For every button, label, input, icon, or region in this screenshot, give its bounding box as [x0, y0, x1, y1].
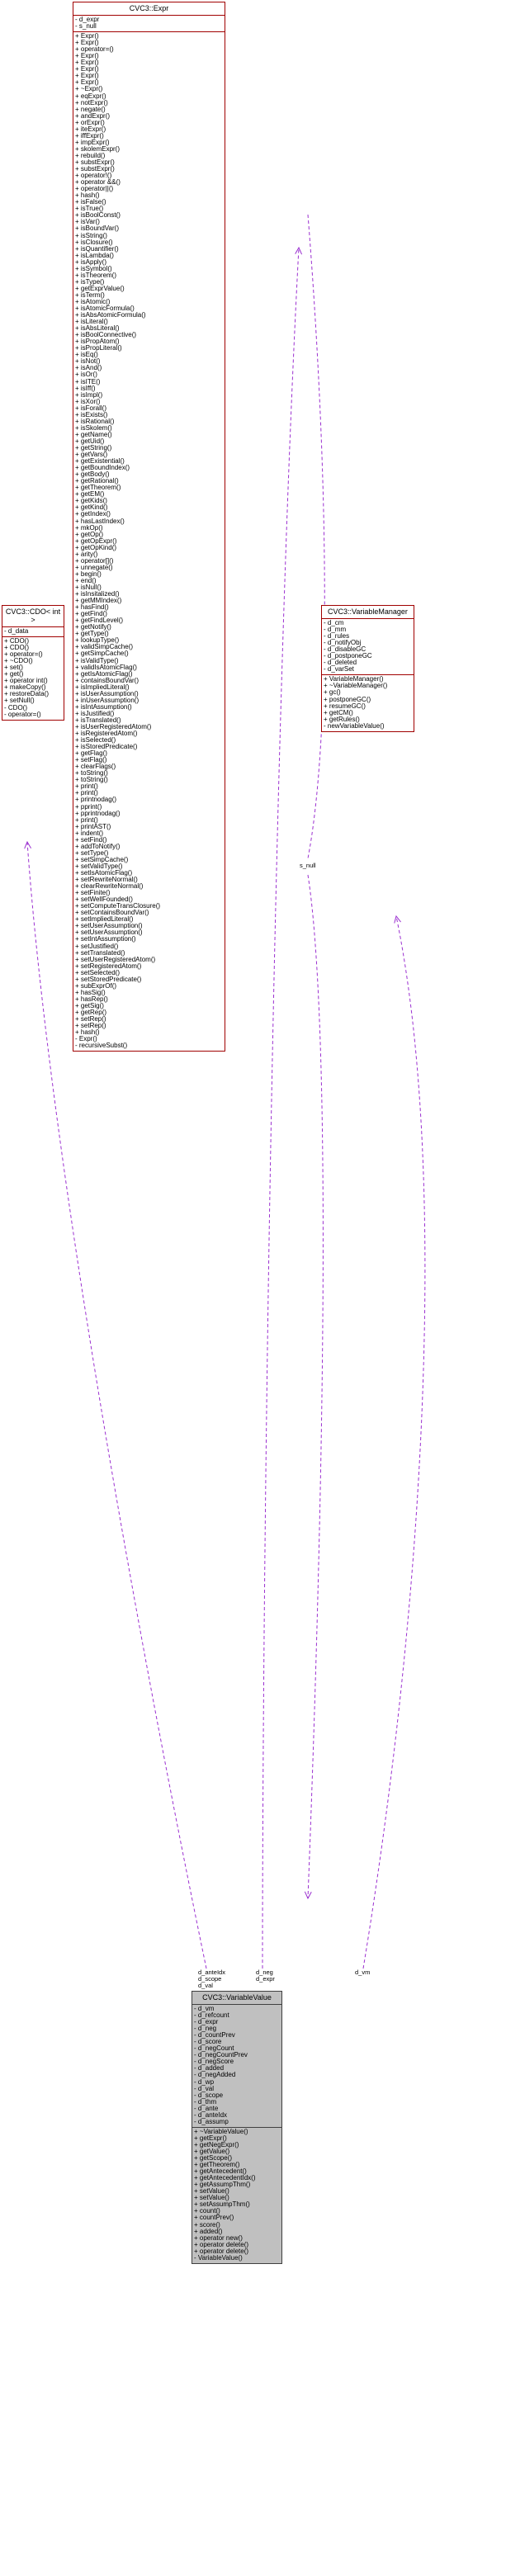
class-operation-row: + isForall(): [75, 404, 107, 412]
class-operation-row: + isLambda(): [75, 252, 114, 259]
class-operation-row: + impExpr(): [75, 139, 110, 146]
class-operation-row: + setStoredPredicate(): [75, 976, 142, 983]
class-operation-row: + getBoundIndex(): [75, 465, 130, 472]
class-operation-row: + isSkolem(): [75, 424, 112, 432]
class-attribute-row: - d_val: [194, 2085, 215, 2092]
edge-label-s-null: s_null: [300, 862, 316, 869]
class-operation-row: + setWellFounded(): [75, 896, 133, 904]
class-operation-row: + getVars(): [75, 451, 108, 459]
class-operation-row: + setJustified(): [75, 943, 119, 950]
class-attribute-row: - d_expr: [194, 2019, 219, 2026]
class-operation-row: + isImpliedLiteral(): [75, 683, 130, 691]
class-operation-row: + arity(): [75, 551, 98, 558]
class-operation-row: + hasSig(): [75, 989, 106, 996]
class-operation-row: - recursiveSubst(): [75, 1042, 128, 1050]
class-operation-row: + VariableManager(): [324, 676, 384, 683]
class-operation-row: + isVar(): [75, 219, 100, 226]
class-operation-row: + isSelected(): [75, 737, 116, 744]
class-attribute-row: - d_notifyObj: [324, 640, 362, 647]
class-operation-row: + isIntAssumption(): [75, 703, 132, 711]
class-operation-row: + Expr(): [75, 66, 99, 73]
class-operation-row: + ~VariableManager(): [324, 683, 388, 690]
class-operation-row: + operator!(): [75, 173, 112, 180]
class-operation-row: + Expr(): [75, 53, 99, 60]
class-operation-row: + getAssumpThm(): [194, 2181, 251, 2189]
class-operation-row: + getBody(): [75, 471, 110, 479]
class-operation-row: + operator[](): [75, 557, 114, 565]
class-operation-row: + printAST(): [75, 823, 111, 830]
class-operation-row: + isApply(): [75, 258, 107, 266]
class-attribute-row: - d_postponeGC: [324, 653, 372, 660]
class-operation-row: + print(): [75, 783, 98, 791]
class-operation-row: + setFinite(): [75, 890, 111, 897]
class-attribute-row: - d_varSet: [324, 666, 354, 674]
class-operation-row: + getFind(): [75, 611, 107, 618]
class-operation-row: + isImpl(): [75, 391, 103, 399]
class-operation-row: + indent(): [75, 830, 104, 837]
class-operation-row: + validSimpCache(): [75, 644, 134, 651]
class-operation-row: + isBoolConnective(): [75, 332, 137, 339]
class-operation-row: + get(): [4, 671, 24, 678]
class-operation-row: + isTrue(): [75, 206, 104, 213]
class-operation-row: + setValue(): [194, 2188, 229, 2196]
class-operation-row: + getNegExpr(): [194, 2141, 239, 2148]
class-operation-row: + postponeGC(): [324, 696, 371, 703]
class-attribute-row: - d_score: [194, 2039, 222, 2046]
class-attribute-row: - d_disableGC: [324, 646, 366, 654]
class-operation-row: + begin(): [75, 570, 102, 578]
class-operation-row: + getSimpCache(): [75, 650, 129, 658]
class-operation-row: + setAssumpThm(): [194, 2201, 250, 2209]
class-attribute-row: - d_refcount: [194, 2012, 229, 2020]
class-operation-row: + isNot(): [75, 358, 101, 366]
edge-label-d-anteidx: d_anteIdx: [198, 1969, 225, 1976]
class-operation-row: + getIsAtomicFlag(): [75, 670, 133, 678]
class-box-variablemanager[interactable]: [321, 605, 414, 732]
class-operation-row: + setFind(): [75, 836, 107, 844]
class-operation-row: + end(): [75, 577, 97, 584]
class-operation-row: + isType(): [75, 278, 105, 286]
class-operations-cdo-int: [2, 636, 64, 720]
class-attribute-row: - d_rules: [324, 633, 350, 640]
class-operation-row: - Expr(): [75, 1036, 97, 1043]
class-operation-row: + hash(): [75, 1029, 100, 1037]
class-box-expr[interactable]: [73, 2, 225, 1052]
class-operation-row: + setUserAssumption(): [75, 923, 143, 930]
class-operation-row: + isStoredPredicate(): [75, 744, 138, 751]
class-operation-row: + count(): [194, 2208, 220, 2215]
class-operation-row: + getRules(): [324, 716, 360, 723]
class-operation-row: + mkOp(): [75, 524, 103, 532]
class-box-variablevalue[interactable]: [192, 1991, 282, 2264]
class-operation-row: + setSelected(): [75, 969, 121, 976]
class-operation-row: + isTranslated(): [75, 716, 121, 724]
class-operation-row: + getFindLevel(): [75, 617, 124, 625]
class-operation-row: + Expr(): [75, 79, 99, 87]
class-operation-row: + operator||(): [75, 186, 114, 193]
class-operation-row: + setValidType(): [75, 863, 123, 870]
class-operation-row: + lookupType(): [75, 637, 120, 645]
edge-label-d-scope: d_scope: [198, 1975, 222, 1983]
class-operation-row: + isXor(): [75, 398, 101, 405]
class-operation-row: + isUserAssumption(): [75, 690, 139, 697]
class-operation-row: + getType(): [75, 631, 109, 638]
class-operation-row: + containsBoundVar(): [75, 677, 140, 684]
class-operation-row: + getFlag(): [75, 750, 107, 758]
class-operation-row: + toString(): [75, 770, 108, 778]
class-operation-row: + print(): [75, 790, 98, 797]
class-operation-row: + Expr(): [75, 73, 99, 80]
class-operation-row: + Expr(): [75, 33, 99, 40]
class-title-variablemanager: CVC3::VariableManager: [328, 607, 408, 616]
class-operation-row: + operator=(): [4, 651, 43, 659]
class-operation-row: + isNull(): [75, 584, 102, 591]
class-operation-row: + pprintnodag(): [75, 810, 121, 817]
class-operation-row: + inUserAssumption(): [75, 697, 140, 704]
class-operation-row: + countPrev(): [194, 2214, 234, 2222]
class-attribute-row: - d_mm: [324, 626, 347, 634]
class-operation-row: + hash(): [75, 192, 100, 200]
class-operation-row: + clearFlags(): [75, 763, 116, 771]
class-operation-row: + setRep(): [75, 1023, 106, 1030]
class-operation-row: + isValidType(): [75, 657, 119, 664]
class-operation-row: + setType(): [75, 849, 109, 857]
class-operation-row: + getScope(): [194, 2155, 233, 2162]
class-attribute-row: - d_negCountPrev: [194, 2052, 248, 2059]
class-operation-row: + unnegate(): [75, 564, 113, 571]
class-operation-row: + setImpliedLiteral(): [75, 916, 134, 924]
class-operation-row: + Expr(): [75, 40, 99, 47]
class-operation-row: + setUserRegisteredAtom(): [75, 956, 156, 963]
class-operation-row: + iffExpr(): [75, 132, 104, 139]
class-operation-row: + operator=(): [75, 46, 114, 54]
class-attribute-row: - s_null: [75, 23, 97, 31]
class-operation-row: + operator int(): [4, 678, 48, 685]
class-operations-variablemanager: [322, 674, 414, 730]
class-attribute-row: - d_anteIdx: [194, 2111, 228, 2119]
class-operation-row: + isAbsAtomicFormula(): [75, 312, 146, 319]
class-operation-row: + hasLastIndex(): [75, 518, 125, 525]
class-operation-row: + getSig(): [75, 1002, 104, 1009]
class-operation-row: + restoreData(): [4, 691, 50, 698]
class-operation-row: + hasFind(): [75, 604, 109, 612]
class-attribute-row: - d_thm: [194, 2098, 217, 2106]
class-operation-row: + getValue(): [194, 2148, 230, 2155]
class-operation-row: + getEM(): [75, 491, 105, 499]
class-title-expr: CVC3::Expr: [129, 4, 169, 12]
class-operation-row: + getRep(): [75, 1009, 107, 1016]
class-operation-row: + print(): [75, 816, 98, 824]
class-attribute-row: - d_assump: [194, 2118, 229, 2125]
class-operation-row: + isAbsLiteral(): [75, 325, 120, 333]
class-operation-row: + isRational(): [75, 418, 115, 425]
class-attribute-row: - d_vm: [194, 2006, 215, 2012]
class-attribute-row: - d_cm: [324, 620, 344, 626]
class-operation-row: + setRewriteNormal(): [75, 877, 138, 884]
class-operation-row: + setNull(): [4, 697, 35, 705]
class-operation-row: + setFlag(): [75, 757, 107, 764]
class-operation-row: + getKids(): [75, 498, 107, 505]
class-operation-row: + getOpKind(): [75, 544, 117, 551]
class-operation-row: + iteExpr(): [75, 125, 106, 133]
class-operation-row: - operator=(): [4, 711, 41, 718]
class-operation-row: + addToNotify(): [75, 843, 121, 850]
class-operation-row: + getAntecedentIdx(): [194, 2175, 256, 2182]
class-operation-row: + getTheorem(): [75, 484, 121, 492]
class-attributes-expr: [73, 15, 225, 31]
class-operation-row: + toString(): [75, 777, 108, 784]
class-operation-row: + score(): [194, 2221, 220, 2229]
class-operation-row: + skolemExpr(): [75, 145, 121, 153]
class-operation-row: + ~CDO(): [4, 658, 33, 665]
class-operation-row: + resumeGC(): [324, 702, 366, 710]
class-operation-row: + operator &&(): [75, 179, 121, 187]
class-operation-row: + hasRep(): [75, 995, 108, 1003]
class-operation-row: + isJustified(): [75, 710, 115, 717]
class-operation-row: + notExpr(): [75, 99, 108, 106]
class-operation-row: + setTranslated(): [75, 949, 125, 957]
class-operation-row: + isInsitalized(): [75, 591, 120, 598]
class-operation-row: + ~VariableValue(): [194, 2128, 248, 2135]
class-operation-row: + isPropAtom(): [75, 338, 120, 346]
edge-label-d-neg: d_neg: [256, 1969, 273, 1976]
class-operation-row: + isPropLiteral(): [75, 345, 122, 352]
class-operation-row: + gc(): [324, 689, 341, 697]
class-operation-row: + orExpr(): [75, 119, 105, 126]
class-operation-row: + subExprOf(): [75, 982, 117, 990]
class-operation-row: + isTerm(): [75, 291, 105, 299]
class-attribute-row: - d_countPrev: [194, 2032, 235, 2040]
class-operation-row: + getExistential(): [75, 458, 125, 466]
class-operation-row: - newVariableValue(): [324, 722, 385, 730]
class-operation-row: + pprint(): [75, 803, 102, 811]
edge-label-d-expr: d_expr: [256, 1975, 275, 1983]
class-operation-row: + CDO(): [4, 638, 29, 645]
class-operation-row: + isIff(): [75, 385, 96, 392]
class-operation-row: + setSimpCache(): [75, 856, 129, 863]
class-operation-row: + isAtomicFormula(): [75, 305, 135, 313]
class-attribute-row: - d_wp: [194, 2078, 215, 2086]
class-attribute-row: - d_added: [194, 2065, 225, 2073]
class-operation-row: + getRational(): [75, 478, 119, 485]
class-operation-row: + operator delete(): [194, 2248, 249, 2255]
class-operation-row: + CDO(): [4, 645, 29, 652]
class-operation-row: + validIsAtomicFlag(): [75, 664, 137, 671]
class-operation-row: + rebuild(): [75, 152, 106, 159]
class-attribute-row: - d_negAdded: [194, 2072, 236, 2079]
class-operation-row: + isRegisteredAtom(): [75, 730, 138, 738]
class-operation-row: + isString(): [75, 232, 107, 239]
class-operation-row: + setComputeTransClosure(): [75, 903, 161, 910]
class-attributes-cdo-int: [2, 626, 64, 636]
class-title-variablevalue: CVC3::VariableValue: [202, 1993, 272, 2002]
class-operation-row: + isBoundVar(): [75, 225, 119, 233]
class-operation-row: + isAnd(): [75, 365, 102, 372]
class-operation-row: + getTheorem(): [194, 2162, 240, 2169]
edge-label-d-val: d_val: [198, 1982, 213, 1989]
class-operation-row: - CDO(): [4, 704, 27, 711]
class-operation-row: + isSymbol(): [75, 265, 112, 272]
class-attributes-variablemanager: [322, 618, 414, 674]
class-operation-row: + getName(): [75, 431, 112, 438]
class-operations-variablevalue: [192, 2127, 281, 2263]
class-operation-row: + getOpExpr(): [75, 537, 117, 545]
class-operation-row: + isTheorem(): [75, 272, 117, 279]
class-operation-row: + setRep(): [75, 1016, 106, 1023]
class-operation-row: + andExpr(): [75, 112, 111, 120]
class-operation-row: + printnodag(): [75, 796, 117, 804]
class-attribute-row: - d_negCount: [194, 2045, 234, 2053]
class-attribute-row: - d_neg: [194, 2025, 217, 2033]
class-operation-row: + getMMIndex(): [75, 598, 122, 605]
class-operation-row: + negate(): [75, 106, 106, 113]
class-attribute-row: - d_scope: [194, 2092, 224, 2099]
class-operation-row: + isAtomic(): [75, 298, 111, 305]
class-operations-expr: [73, 31, 225, 1051]
class-operation-row: + getOp(): [75, 531, 104, 538]
class-operation-row: - VariableValue(): [194, 2254, 243, 2262]
class-attribute-row: - d_data: [4, 628, 29, 635]
class-operation-row: + isOr(): [75, 371, 97, 379]
class-operation-row: + getExprValue(): [75, 285, 125, 292]
class-operation-row: + getIndex(): [75, 511, 111, 518]
class-operation-row: + getKind(): [75, 504, 108, 512]
class-operation-row: + Expr(): [75, 59, 99, 67]
class-operation-row: + getNotify(): [75, 624, 111, 631]
class-operation-row: + setUserAssumption(): [75, 929, 143, 937]
class-operation-row: + eqExpr(): [75, 92, 106, 100]
class-operation-row: + setRegisteredAtom(): [75, 962, 142, 970]
class-attribute-row: - d_deleted: [324, 659, 357, 667]
class-operation-row: + set(): [4, 664, 23, 672]
class-operation-row: + getAntecedent(): [194, 2168, 247, 2176]
class-operation-row: + getString(): [75, 445, 112, 451]
class-title-cdo-int: CVC3::CDO< int >: [5, 607, 61, 624]
class-operation-row: + getExpr(): [194, 2134, 227, 2142]
class-operation-row: + isUserRegisteredAtom(): [75, 723, 152, 730]
class-operation-row: + setIntAssumption(): [75, 936, 136, 943]
class-operation-row: + getUid(): [75, 437, 105, 445]
class-operation-row: + makeCopy(): [4, 684, 46, 692]
class-operation-row: + clearRewriteNormal(): [75, 883, 144, 891]
class-attributes-variablevalue: [192, 2004, 281, 2127]
class-operation-row: + ~Expr(): [75, 86, 103, 93]
class-operation-row: + operator new(): [194, 2234, 243, 2242]
class-operation-row: + setIsAtomicFlag(): [75, 870, 133, 877]
class-operation-row: + added(): [194, 2228, 223, 2235]
class-operation-row: + substExpr(): [75, 166, 115, 173]
class-operation-row: + setValue(): [194, 2195, 229, 2202]
class-operation-row: + isEq(): [75, 352, 98, 359]
class-operation-row: + isExists(): [75, 411, 108, 418]
class-attribute-row: - d_negScore: [194, 2058, 234, 2066]
class-operation-row: + operator delete(): [194, 2241, 249, 2248]
class-box-cdo-int[interactable]: [2, 605, 64, 721]
class-attribute-row: - d_ante: [194, 2105, 219, 2112]
class-operation-row: + isFalse(): [75, 199, 106, 206]
class-operation-row: + isITE(): [75, 378, 101, 385]
class-operation-row: + isQuantifier(): [75, 245, 119, 253]
class-operation-row: + isLiteral(): [75, 319, 108, 326]
edge-label-d-vm: d_vm: [355, 1969, 371, 1976]
class-operation-row: + getCM(): [324, 709, 353, 716]
class-operation-row: + isBoolConst(): [75, 212, 121, 220]
class-attribute-row: - d_expr: [75, 17, 100, 23]
class-operation-row: + substExpr(): [75, 158, 115, 166]
class-operation-row: + isClosure(): [75, 239, 113, 246]
class-operation-row: + setContainsBoundVar(): [75, 910, 149, 917]
